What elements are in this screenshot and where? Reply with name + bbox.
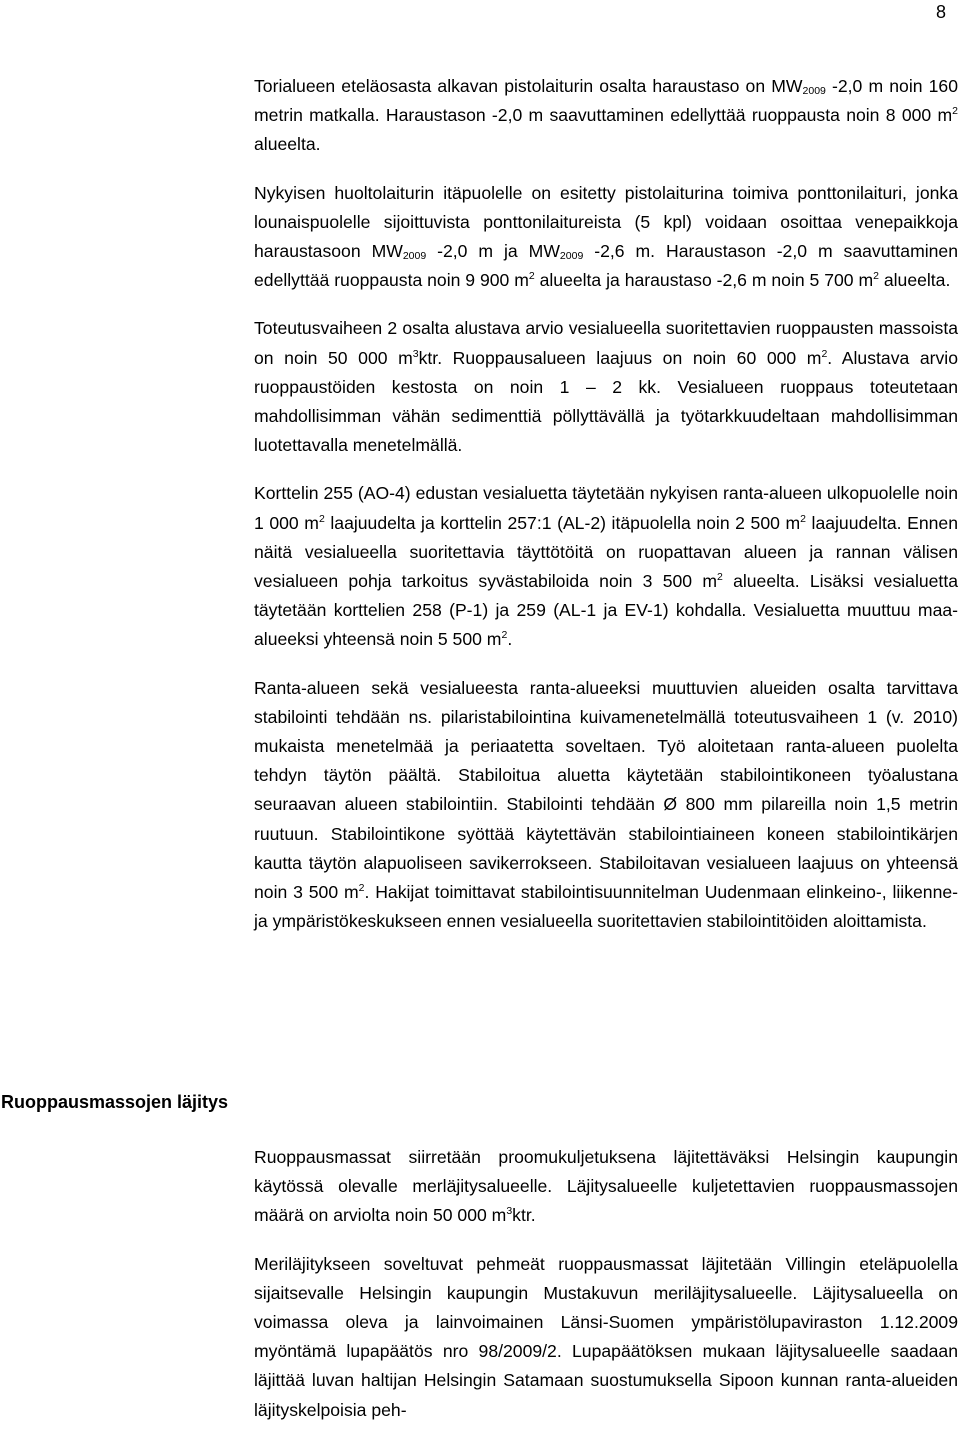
paragraph-toteutusvaihe-2: Toteutusvaiheen 2 osalta alustava arvio vesialueella suoritettavien ruoppausten massoista on noin 50 000 $m^3ktr$. Ruoppausalueen laajuus on noin 60 000 $m^2$. Alustava arvio ruoppaustöiden kestosta on noin 1 – 2 kk. Vesialueen ruoppaus toteutetaan mahdollisimman vähän sedimenttiä pöllyttävällä ja työtarkkuudeltaan mahdollisimman luotettavalla menetelmällä. xyxy=(254,318,958,456)
section-heading: Ruoppausmassojen läjitys xyxy=(1,1092,229,1112)
paragraph-merilajitys: Meriläjitykseen soveltuvat pehmeät ruoppausmassat läjitetään Villingin eteläpuolella sijaitsevalle Helsingin kaupungin Mustakuvun meriläjitysalueelle. Läjitysalueella on voimassa oleva ja lainvoimainen Länsi-Suomen ympäristölupaviraston 1.12.2009 myöntämä lupapäätös nro 98/2009/2. Lupapäätöksen mukaan läjitysalueelle saadaan läjittää luvan haltijan Helsingin Satamaan suostumuksella Sipoon kunnan ranta-alueiden läjityskelpoisia peh- xyxy=(254,1253,958,1420)
section-body xyxy=(254,1143,958,1444)
paragraph-stabilointi: Ranta-alueen sekä vesialueesta ranta-alueeksi muuttuvien alueiden osalta tarvittava stabilointi tehdään ns. pilaristabilointina kuivamenetelmällä toteutusvaiheen 1 (v. 2010) mukaista menetelmää ja periaatetta soveltaen. Työ aloitetaan ranta-alueen puolelta tehdyn täytön päältä. Stabiloitua aluetta käytetään stabilointikoneen työalustana seuraavan alueen stabilointiin. Stabilointi tehdään Ø 800 mm pilareilla noin 1,5 metrin ruutuun. Stabilointikone syöttää käytettävän stabilointiaineen koneen stabilointikärjen kautta täytön alapuoliseen savikerrokseen. Stabiloitavan vesialueen laajuus on yhteensä noin 3 500 $m^2$. Hakijat toimittavat stabilointisuunnitelman Uudenmaan elinkeino-, liikenne- ja ympäristökeskukseen ennen vesialueella suoritettavien stabilointitöiden aloittamista. xyxy=(254,677,958,932)
paragraph-ponttonilaituri: Nykyisen huoltolaiturin itäpuolelle on esitetty pistolaiturina toimiva ponttonilaituri, jonka lounaispuolelle sijoittuvista ponttonilaitureista (5 kpl) voidaan osoittaa venepaikkoja haraustasoon $MW_{2009}$ -2,0 m ja $MW_{2009}$ -2,6 m. Haraustason -2,0 m saavuttaminen edellyttää ruoppausta noin 9 900 $m^2$ alueelta ja haraustaso -2,6 m noin 5 700 $m^2$ alueelta. xyxy=(254,182,958,291)
paragraph-proomukuljetus: Ruoppausmassat siirretään proomukuljetuksena läjitettäväksi Helsingin kaupungin käytössä olevalle merläjitysalueelle. Läjitysalueelle kuljetettavien ruoppausmassojen määrä on arviolta noin 50 000 $m^3ktr$. xyxy=(254,1147,958,1226)
paragraph-pistolaituri: Torialueen eteläosasta alkavan pistolaiturin osalta haraustaso on $MW_{2009}$ -2,0 m noin 160 metrin matkalla. Haraustason -2,0 m saavuttaminen edellyttää ruoppausta noin 8 000 $m^2$ alueelta. xyxy=(254,76,958,155)
page-number: 8 xyxy=(935,2,946,22)
body-text xyxy=(254,72,958,955)
paragraph-korttelit: Korttelin 255 (AO-4) edustan vesialuetta täytetään nykyisen ranta-alueen ulkopuolelle noin 1 000 $m^2$ laajuudelta ja korttelin 257:1 (AL-2) itäpuolella noin 2 500 $m^2$ laajuudelta. Ennen näitä vesialueella suoritettavia täyttötöitä on ruopattavan alueen ja rannan välisen vesialueen pohja tarkoitus syvästabiloida noin 3 500 $m^2$ alueelta. Lisäksi vesialuetta täytetään korttelien 258 (P-1) ja 259 (AL-1 ja EV-1) kohdalla. Vesialuetta muuttuu maa-alueeksi yhteensä noin 5 500 $m^2$. xyxy=(254,483,958,650)
